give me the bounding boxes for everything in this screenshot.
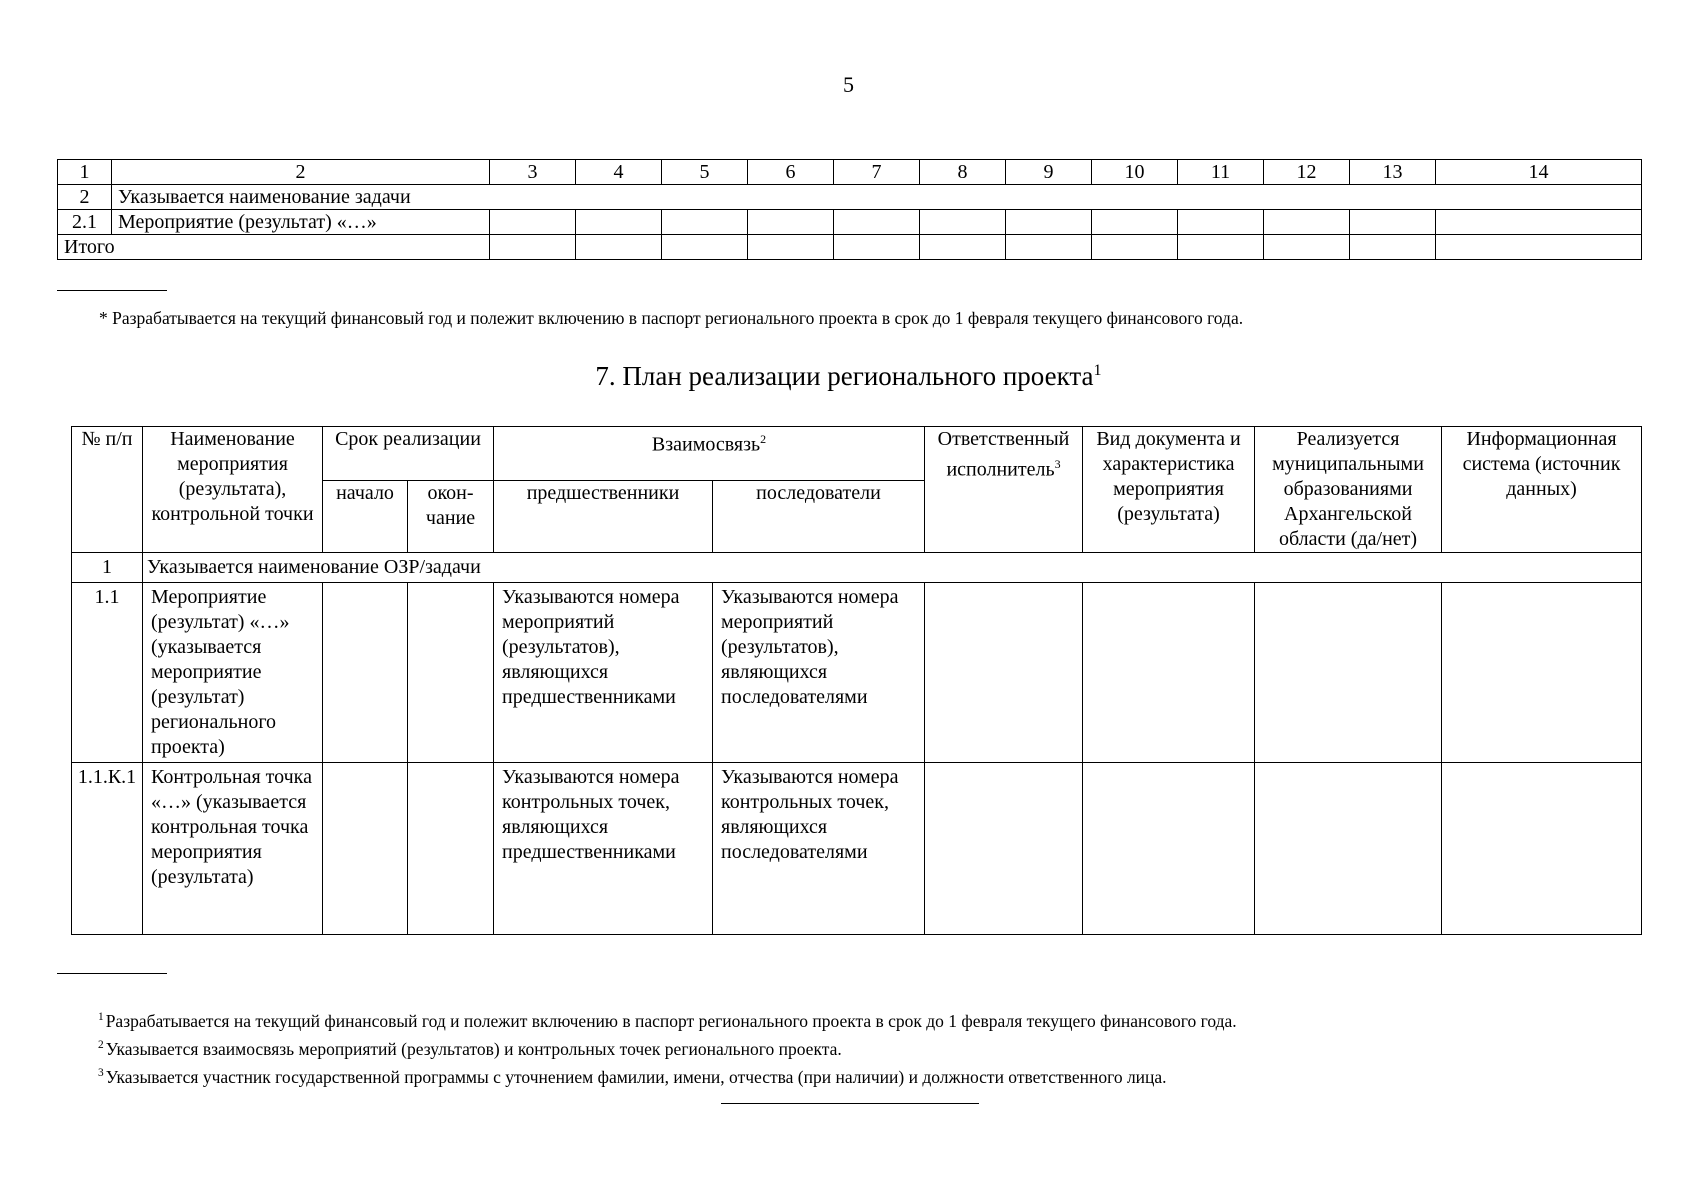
empty-cell bbox=[490, 210, 576, 235]
header-cell: 1 bbox=[58, 160, 112, 185]
empty-cell bbox=[748, 235, 834, 260]
col-end: окон-чание bbox=[408, 480, 494, 552]
task-row bbox=[58, 185, 1642, 210]
empty-cell bbox=[1255, 583, 1442, 763]
plan-row-predecessors: Указываются номера контрольных точек, являющихся предшественниками bbox=[494, 763, 713, 935]
empty-cell bbox=[1264, 235, 1350, 260]
col-name: Наименование мероприятия (результата), контрольной точки bbox=[143, 427, 323, 553]
header-cell: 5 bbox=[662, 160, 748, 185]
empty-cell bbox=[1436, 210, 1642, 235]
col-responsible bbox=[925, 427, 1083, 553]
header-cell: 10 bbox=[1092, 160, 1178, 185]
empty-cell bbox=[576, 210, 662, 235]
empty-cell bbox=[1442, 583, 1642, 763]
empty-cell bbox=[576, 235, 662, 260]
footnote-mark: 1 bbox=[98, 1011, 104, 1023]
plan-header-row bbox=[72, 427, 1642, 481]
empty-cell bbox=[408, 583, 494, 763]
footnote-mark: 3 bbox=[98, 1066, 104, 1079]
task-row-num: 2 bbox=[58, 185, 112, 210]
footnote bbox=[98, 1061, 1237, 1089]
footnote-text: Разрабатывается на текущий финансовый год и полежит включению в паспорт регионального проекта в срок до 1 февраля текущего финансового года. bbox=[105, 1010, 1237, 1031]
total-row bbox=[58, 235, 1642, 260]
plan-row-successors: Указываются номера контрольных точек, являющихся последователями bbox=[713, 763, 925, 935]
plan-row bbox=[72, 763, 1642, 935]
col-start: начало bbox=[323, 480, 408, 552]
empty-cell bbox=[748, 210, 834, 235]
footnote bbox=[98, 1005, 1237, 1033]
plan-row-num: 1.1 bbox=[72, 583, 143, 763]
header-cell: 12 bbox=[1264, 160, 1350, 185]
empty-cell bbox=[1178, 210, 1264, 235]
empty-cell bbox=[1350, 235, 1436, 260]
top-table bbox=[57, 159, 1642, 260]
col-num: № п/п bbox=[72, 427, 143, 553]
plan-table bbox=[71, 426, 1642, 935]
empty-cell bbox=[834, 210, 920, 235]
footnote-text: Указывается взаимосвязь мероприятий (результатов) и контрольных точек регионального проекта. bbox=[105, 1038, 842, 1059]
empty-cell bbox=[1092, 210, 1178, 235]
footnote bbox=[98, 1033, 1237, 1061]
empty-cell bbox=[662, 210, 748, 235]
responsible-footnote-mark: 3 bbox=[1054, 457, 1061, 471]
relation-footnote-mark: 2 bbox=[760, 432, 767, 446]
col-predecessors: предшественники bbox=[494, 480, 713, 552]
total-label: Итого bbox=[58, 235, 490, 260]
section-title-text: 7. План реализации регионального проекта bbox=[595, 361, 1094, 391]
section-title bbox=[0, 361, 1697, 392]
empty-cell bbox=[490, 235, 576, 260]
plan-task-num: 1 bbox=[72, 553, 143, 583]
empty-cell bbox=[323, 763, 408, 935]
empty-cell bbox=[1083, 583, 1255, 763]
empty-cell bbox=[1083, 763, 1255, 935]
header-cell: 7 bbox=[834, 160, 920, 185]
col-responsible-text: Ответственный исполнитель bbox=[937, 428, 1070, 481]
col-successors: последователи bbox=[713, 480, 925, 552]
empty-cell bbox=[1255, 763, 1442, 935]
empty-cell bbox=[925, 763, 1083, 935]
event-row bbox=[58, 210, 1642, 235]
col-info-system: Информационная система (источник данных) bbox=[1442, 427, 1642, 553]
empty-cell bbox=[834, 235, 920, 260]
header-cell: 13 bbox=[1350, 160, 1436, 185]
header-cell: 9 bbox=[1006, 160, 1092, 185]
header-cell: 2 bbox=[112, 160, 490, 185]
plan-row-num: 1.1.К.1 bbox=[72, 763, 143, 935]
header-cell: 14 bbox=[1436, 160, 1642, 185]
top-table-header-row bbox=[58, 160, 1642, 185]
plan-task-row bbox=[72, 553, 1642, 583]
empty-cell bbox=[323, 583, 408, 763]
footnotes-divider bbox=[57, 973, 167, 974]
plan-row-name: Мероприятие (результат) «…» (указывается мероприятие (результат) регионального проекта) bbox=[143, 583, 323, 763]
empty-cell bbox=[1436, 235, 1642, 260]
footnotes bbox=[98, 1005, 1237, 1088]
col-relation bbox=[494, 427, 925, 481]
footnote-mark: 2 bbox=[98, 1038, 104, 1051]
empty-cell bbox=[920, 235, 1006, 260]
header-cell: 6 bbox=[748, 160, 834, 185]
header-cell: 8 bbox=[920, 160, 1006, 185]
empty-cell bbox=[920, 210, 1006, 235]
empty-cell bbox=[408, 763, 494, 935]
end-divider bbox=[721, 1103, 979, 1104]
col-doc-type: Вид документа и характеристика мероприятия (результата) bbox=[1083, 427, 1255, 553]
event-row-label: Мероприятие (результат) «…» bbox=[112, 210, 490, 235]
plan-row bbox=[72, 583, 1642, 763]
plan-row-successors: Указываются номера мероприятий (результатов), являющихся последователями bbox=[713, 583, 925, 763]
plan-row-predecessors: Указываются номера мероприятий (результатов), являющихся предшественниками bbox=[494, 583, 713, 763]
section-title-footnote-mark: 1 bbox=[1093, 361, 1102, 379]
empty-cell bbox=[1006, 210, 1092, 235]
footnote-text: Указывается участник государственной программы с уточнением фамилии, имени, отчества (при наличии) и должности ответственного лица. bbox=[105, 1066, 1167, 1087]
col-municipal: Реализуется муниципальными образованиями Архангельской области (да/нет) bbox=[1255, 427, 1442, 553]
empty-cell bbox=[1006, 235, 1092, 260]
empty-cell bbox=[662, 235, 748, 260]
footnote-star: * Разрабатывается на текущий финансовый год и полежит включению в паспорт регионального проекта в срок до 1 февраля текущего финансового года. bbox=[99, 308, 1244, 328]
header-cell: 4 bbox=[576, 160, 662, 185]
col-term: Срок реализации bbox=[323, 427, 494, 481]
footnote-divider bbox=[57, 290, 167, 291]
empty-cell bbox=[1178, 235, 1264, 260]
task-row-label: Указывается наименование задачи bbox=[112, 185, 1642, 210]
plan-row-name: Контрольная точка «…» (указывается контрольная точка мероприятия (результата) bbox=[143, 763, 323, 935]
empty-cell bbox=[1442, 763, 1642, 935]
header-cell: 3 bbox=[490, 160, 576, 185]
empty-cell bbox=[1350, 210, 1436, 235]
col-relation-text: Взаимосвязь bbox=[651, 433, 761, 456]
empty-cell bbox=[925, 583, 1083, 763]
event-row-num: 2.1 bbox=[58, 210, 112, 235]
plan-task-label: Указывается наименование ОЗР/задачи bbox=[143, 553, 1642, 583]
header-cell: 11 bbox=[1178, 160, 1264, 185]
page-number: 5 bbox=[843, 72, 854, 97]
empty-cell bbox=[1264, 210, 1350, 235]
empty-cell bbox=[1092, 235, 1178, 260]
